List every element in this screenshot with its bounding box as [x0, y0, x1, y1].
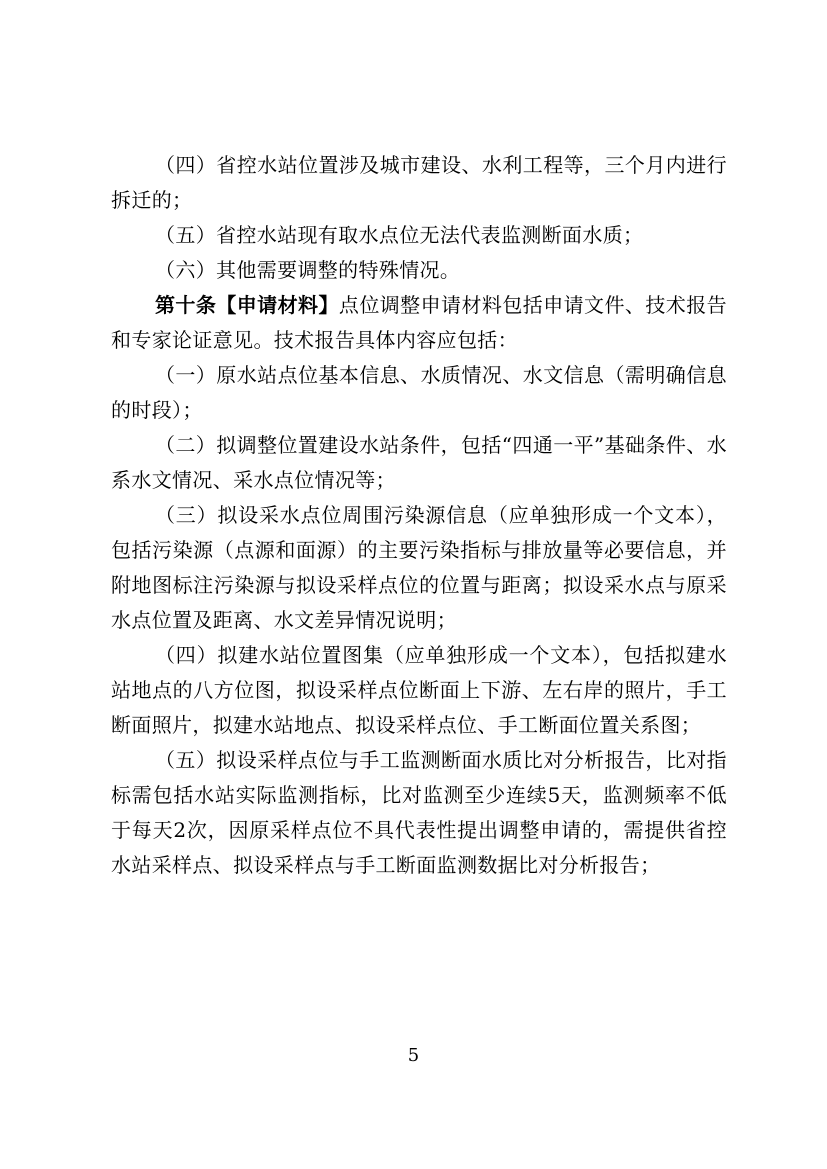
list-item-1 [111, 358, 727, 428]
paragraph-text: （六）其他需要调整的特殊情况。 [155, 258, 461, 282]
paragraph-text: （四）省控水站位置涉及城市建设、水利工程等，三个月内进行拆迁的； [111, 153, 727, 212]
paragraph-text: （四）拟建水站位置图集（应单独形成一个文本），包括拟建水站地点的八方位图，拟设采样点位断面上下游、左右岸的照片，手工断面照片，拟建水站地点、拟设采样点位、手工断面位置关系图； [111, 643, 727, 737]
paragraph-item-5 [111, 218, 727, 253]
paragraph-text: （五）省控水站现有取水点位无法代表监测断面水质； [155, 223, 644, 247]
article-10-paragraph [111, 288, 727, 358]
paragraph-text: 点位调整申请材料包括申请文件、技术报告和专家论证意见。技术报告具体内容应包括： [111, 293, 727, 352]
paragraph-item-6 [111, 253, 727, 288]
page-number: 5 [407, 1045, 420, 1066]
document-body [111, 148, 727, 883]
paragraph-text: （三）拟设采水点位周围污染源信息（应单独形成一个文本），包括污染源（点源和面源）的主要污染指标与排放量等必要信息，并附地图标注污染源与拟设采样点位的位置与距离；拟设采水点与原采水点位置及距离、水文差异情况说明； [111, 503, 727, 632]
article-heading: 第十条【申请材料】 [155, 293, 339, 317]
list-item-5 [111, 743, 727, 883]
list-item-3 [111, 498, 727, 638]
list-item-4 [111, 638, 727, 743]
paragraph-text: （一）原水站点位基本信息、水质情况、水文信息（需明确信息的时段）； [111, 363, 727, 422]
list-item-2 [111, 428, 727, 498]
paragraph-item-4 [111, 148, 727, 218]
paragraph-text: （二）拟调整位置建设水站条件，包括“四通一平”基础条件、水系水文情况、采水点位情况等； [111, 433, 727, 492]
paragraph-text: （五）拟设采样点位与手工监测断面水质比对分析报告，比对指标需包括水站实际监测指标，比对监测至少连续5天，监测频率不低于每天2次，因原采样点位不具代表性提出调整申请的，需提供省控水站采样点、拟设采样点与手工断面监测数据比对分析报告； [111, 748, 727, 877]
